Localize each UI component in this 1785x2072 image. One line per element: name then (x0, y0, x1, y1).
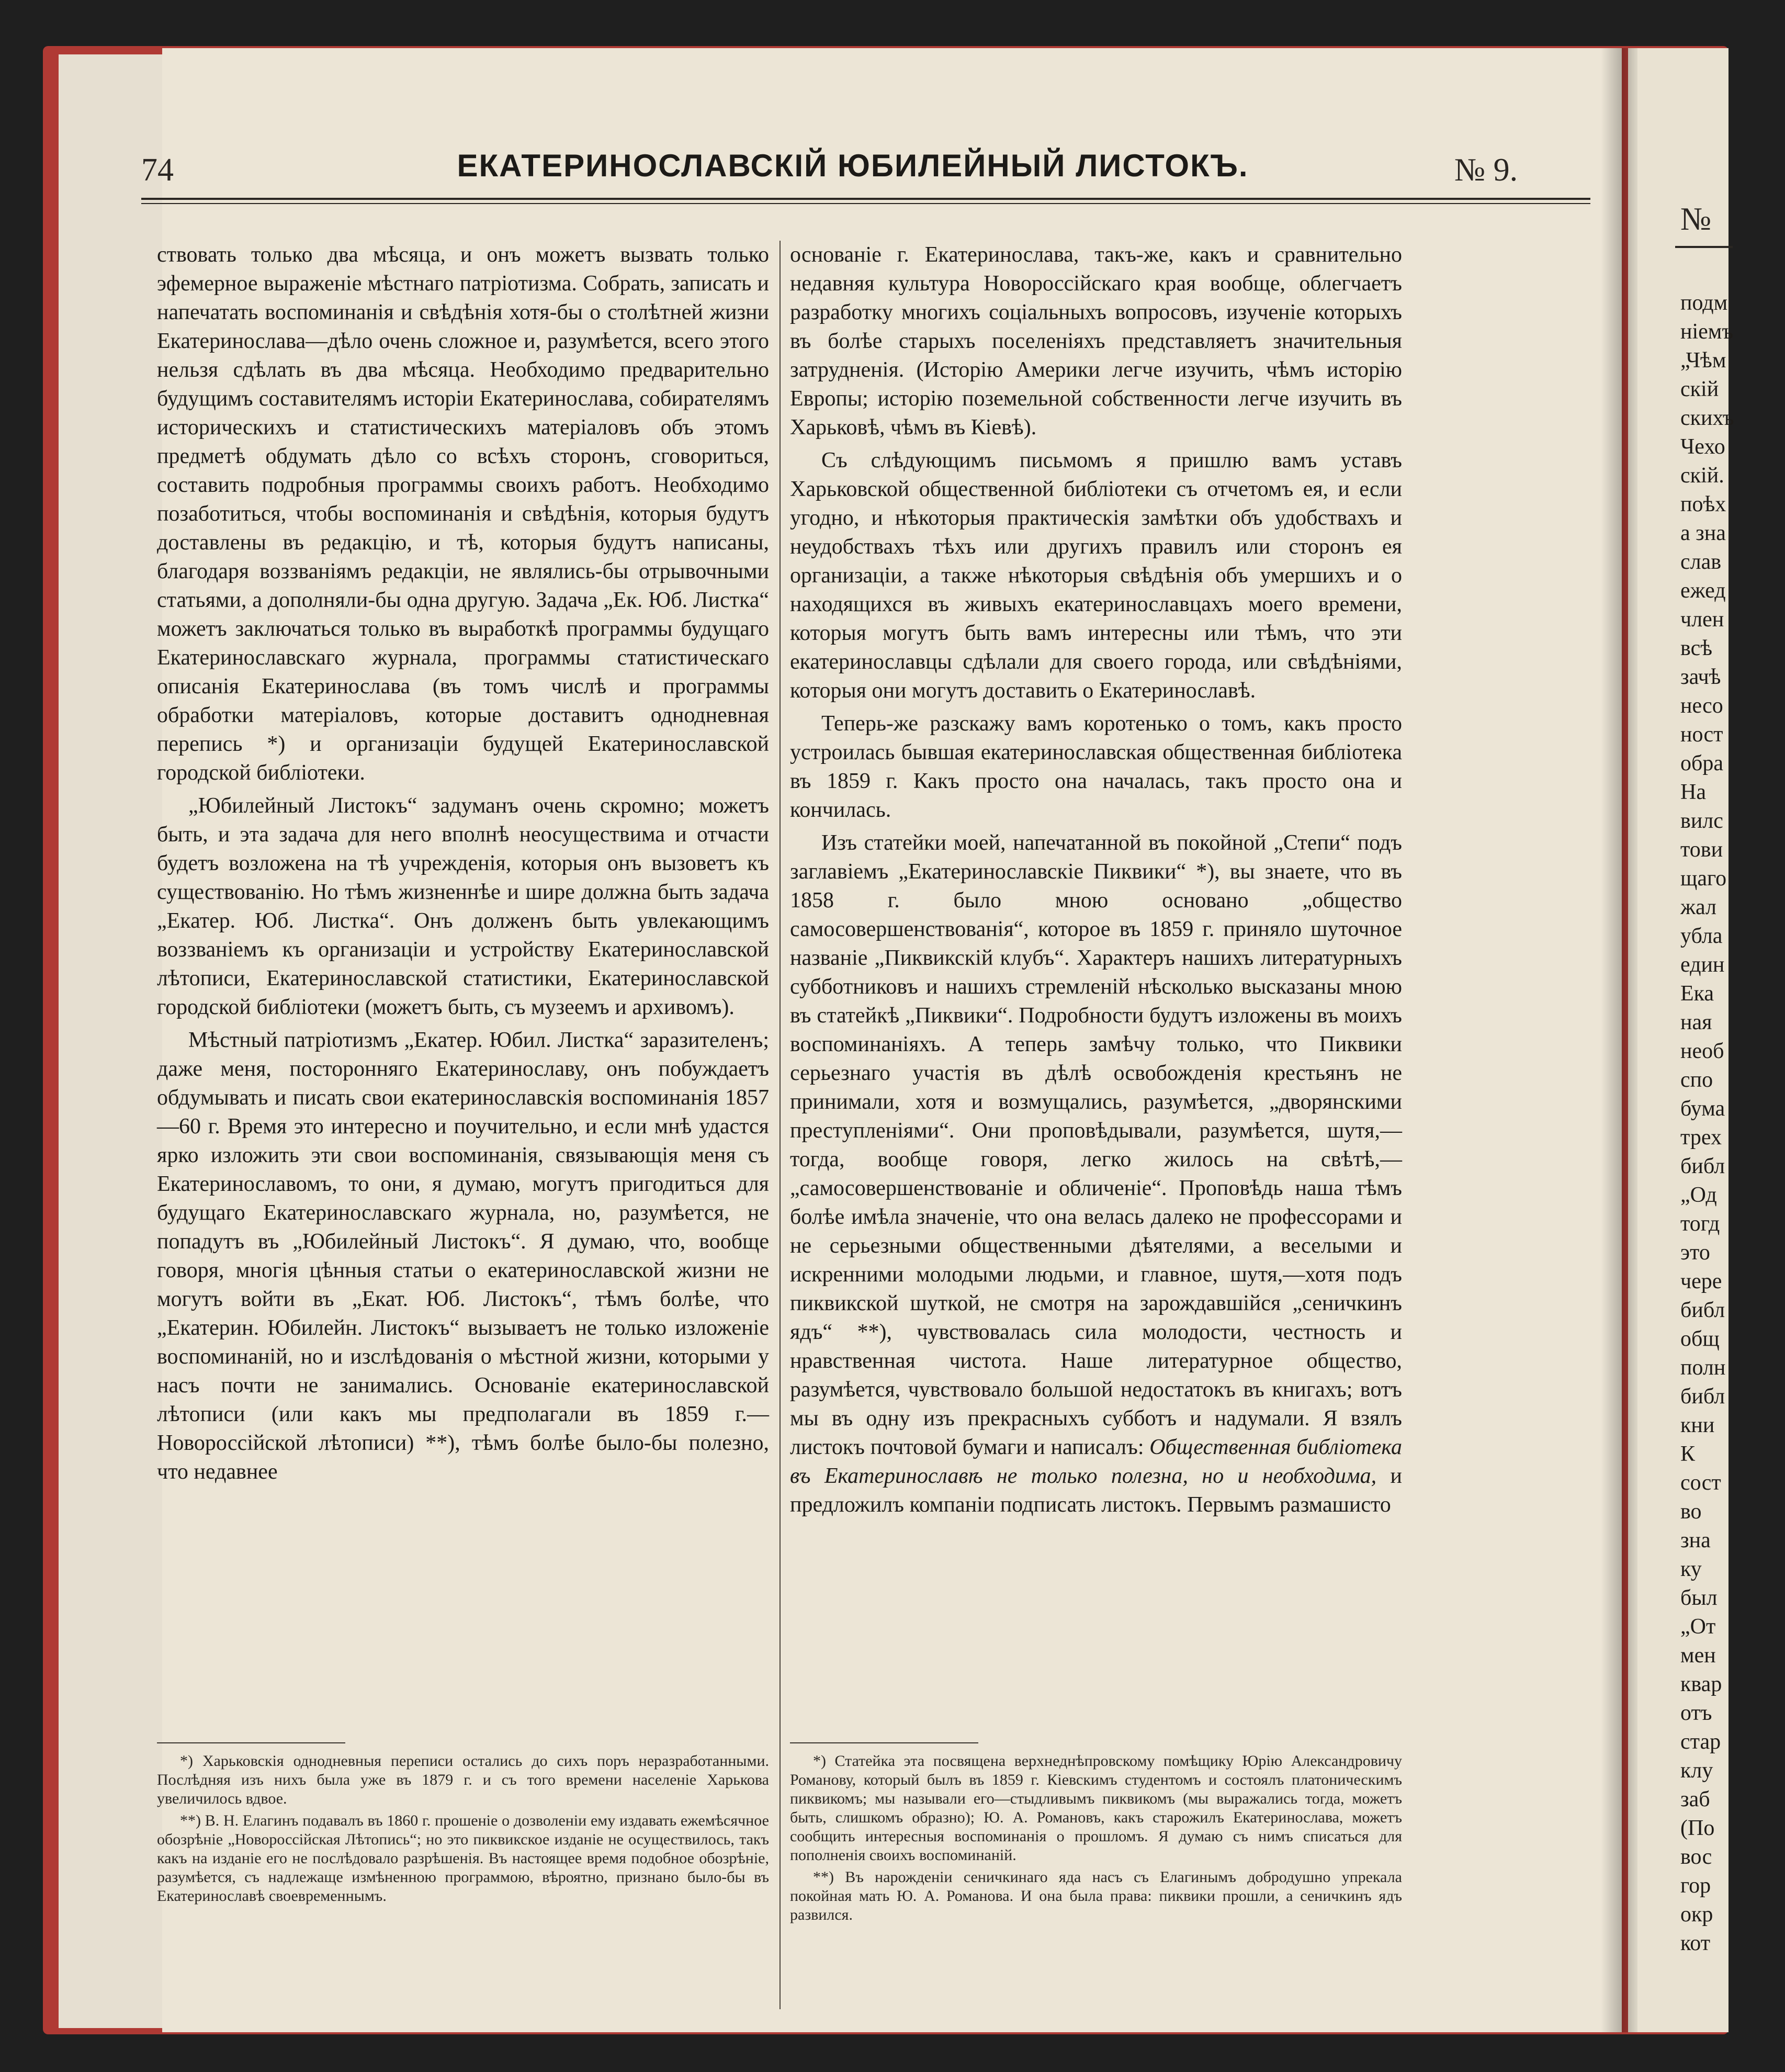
footnotes-left (157, 1752, 769, 1909)
footnote: *) Статейка эта посвящена верхнеднѣпровскому помѣщику Юрію Александровичу Романову, который былъ въ 1859 г. Кіевскимъ студентомъ и состоялъ платоническимъ пиквикомъ; мы называли его—стыдливымъ пиквикомъ (мы выражались тогда, можетъ быть, слишкомъ образно); Ю. А. Романовъ, какъ старожилъ Екатеринослава, можетъ сообщить интересныя воспоминанія о прошломъ. Я думаю съ нимъ списаться для пополненія своихъ воспоминаній. (790, 1752, 1402, 1864)
paragraph: основаніе г. Екатеринослава, такъ-же, какъ и сравнительно недавняя культура Новороссійскаго края вообще, облегчаетъ разработку многихъ соціальныхъ вопросовъ, изученіе которыхъ въ болѣе старыхъ поселеніяхъ представляетъ значительныя затрудненія. (Исторію Америки легче изучить, чѣмъ исторію Европы; исторію поземельной собственности легче изучить въ Харьковѣ, чѣмъ въ Кіевѣ). (790, 243, 1402, 440)
header-rule-thick (141, 198, 1590, 200)
paragraph: „Юбилейный Листокъ“ задуманъ очень скромно; можетъ быть, и эта задача для него вполнѣ неосуществима и отчасти будетъ возложена на тѣ учрежденія, которыя онъ вызоветъ къ существованію. Но тѣмъ жизненнѣе и шире должна быть задача „Екатер. Юб. Листка“. Онъ долженъ быть увлекающимъ воззваніемъ къ организаціи и устройству Екатеринославской лѣтописи, Екатеринославской статистики, Екатеринославской городской библіотеки (можетъ быть, съ музеемъ и архивомъ). (157, 794, 769, 1019)
footnote: **) В. Н. Елагинъ подавалъ въ 1860 г. прошеніе о дозволеніи ему издавать ежемѣсячное обозрѣніе „Новороссійская Лѣтопись“; но это пиквикское изданіе не осуществилось, такъ какъ на изданіе его не послѣдовало разрѣшенія. Въ настоящее время подобное обозрѣніе, разумѣется, съ надлежаще измѣненною программою, вѣроятно, признано было-бы въ Екатеринославѣ своевременнымъ. (157, 1812, 769, 1905)
issue-number: № 9. (1454, 152, 1518, 188)
left-column (157, 241, 769, 1491)
page-header (141, 121, 1590, 216)
paragraph: Мѣстный патріотизмъ „Екатер. Юбил. Листка“ заразителенъ; даже меня, посторонняго Екатеринославу, онъ побуждаетъ обдумывать и писать свои екатеринославскія воспоминанія 1857—60 г. Время это интересно и поучительно, и если мнѣ удастся ярко изложить эти свои воспоминанія, связывающія меня съ Екатеринославомъ, то они, я думаю, могутъ пригодиться для будущаго Екатеринославскаго журнала, но, разумѣется, не попадутъ въ „Юбилейный Листокъ“. Я думаю, что, вообще говоря, многія цѣнныя статьи о екатеринославской жизни не могутъ войти въ „Екат. Юб. Листокъ“, тѣмъ болѣе, что „Екатерин. Юбилейн. Листокъ“ вызываетъ не только изложеніе воспоминаній, но и изслѣдованія о мѣстной жизни, которыми у насъ почти не занимались. Основаніе екатеринославской лѣтописи (или какъ мы предполагали въ 1859 г.—Новороссійской лѣтописи) **), тѣмъ болѣе было-бы полезно, что недавнее (157, 1028, 769, 1484)
paragraph-text: и предложилъ компаніи подписать листокъ. Первымъ размашисто (790, 1464, 1402, 1517)
paragraph-text: Изъ статейки моей, напечатанной въ покойной „Степи“ подъ заглавіемъ „Екатеринославскіе Пиквики“ *), вы знаете, что въ 1858 г. было мною основано „общество самосовершенствованія“, которое въ 1859 г. приняло шуточное названіе „Пиквикскій клубъ“. Характеръ нашихъ литературныхъ субботниковъ и нашихъ стремленій нѣсколько высказаны мною въ статейкѣ „Пиквики“. Подробности будутъ изложены въ моихъ воспоминаніяхъ. А теперь замѣчу только, что Пиквики серьезнаго участія въ дѣлѣ освобожденія крестьянъ не принимали, хотя и возмущались, разумѣется, „дворянскими преступленіями“. Они проповѣдывали, разумѣется, шутя,—тогда, вообще говоря, легко жилось на свѣтѣ,—„самосовершенствованіе и обличеніе“. Проповѣдь наша тѣмъ болѣе имѣла значеніе, что она велась далеко не профессорами и не серьезными общественными дѣятелями, а веселыми и искренними молодыми людьми, и главное, шутя,—хотя подъ пиквикской шуткой, не смотря на зарождавшійся „сеничкинъ ядъ“ **), чувствовалась сила молодости, честность и нравственная чистота. Наше литературное общество, разумѣется, чувствовало большой недостатокъ въ книгахъ; вотъ мы въ одну изъ прекрасныхъ субботъ и надумали. Я взялъ листокъ почтовой бумаги и написалъ: (790, 831, 1402, 1459)
paragraph: ствовать только два мѣсяца, и онъ можетъ вызвать только эфемерное выраженіе мѣстнаго патріотизма. Собрать, записать и напечатать воспоминанія и свѣдѣнія хотя-бы о столѣтней жизни Екатеринослава—дѣло очень сложное и, разумѣется, всего этого нельзя сдѣлать въ два мѣсяца. Необходимо предварительно будущимъ составителямъ исторіи Екатеринослава, собирателямъ историческихъ и статистическихъ матеріаловъ объ этомъ предметѣ обдумать дѣло со всѣхъ сторонъ, сговориться, составить подробныя программы своихъ работъ. Необходимо позаботиться, чтобы воспоминанія и свѣдѣнія, которыя будутъ доставлены въ редакцію, и тѣ, которыя будутъ написаны, благодаря воззваніямъ редакціи, не являлись-бы отрывочными статьями, а дополняли-бы одна другую. Задача „Ек. Юб. Листка“ можетъ заключаться только въ выработкѣ программы будущаго Екатеринославскаго журнала, программы статистическаго описанія Екатеринослава (въ томъ числѣ и программы обработки матеріаловъ, которые доставитъ однодневная перепись *) и организаціи будущей Екатеринославской городской библіотеки. (157, 243, 769, 785)
right-column (790, 241, 1402, 1524)
footnote-rule-right (790, 1742, 978, 1743)
next-page-text-fragment: подм ніемъ „Чѣм скій скихъ Чехо скій. поѣх а зна слав ежед член всѣ зачѣ несо ност обра На вилс тови щаго жал убла един Ека ная необ спо бума трех библ „Од тогд это чере библ общ полн библ кни К сост во зна ку был „От мен квар отъ стар клу заб (По вос гор окр кот (1680, 291, 1734, 1955)
paragraph: Съ слѣдующимъ письмомъ я пришлю вамъ уставъ Харьковской общественной библіотеки съ отчетомъ ея, и если угодно, и нѣкоторыя практическія замѣтки объ удобствахъ и неудобствахъ тѣхъ или другихъ правилъ или сторонъ ея организаціи, а также нѣкоторыя свѣдѣнія объ умершихъ и о находящихся въ живыхъ екатеринославцахъ моего времени, которыя могутъ быть вамъ интересны или тѣмъ, что эти екатеринославцы сдѣлали для своего города, или свѣдѣніями, которыя они могутъ доставить о Екатеринославѣ. (790, 448, 1402, 703)
header-rule-thin (141, 203, 1590, 204)
paragraph (790, 829, 1402, 1519)
column-divider (779, 241, 781, 2009)
paragraph: Теперь-же разскажу вамъ коротенько о томъ, какъ просто устроилась бывшая екатеринославская общественная библіотека въ 1859 г. Какъ просто она началась, такъ просто она и кончилась. (790, 712, 1402, 822)
next-page-issue-number: № (1680, 201, 1712, 237)
italic-quote: Общественная библіотека въ Екатеринославѣ не только полезна, но и необходима, (790, 1435, 1402, 1488)
right-page-edge (1628, 48, 1734, 2032)
page-title: ЕКАТЕРИНОСЛАВСКІЙ ЮБИЛЕЙНЫЙ ЛИСТОКЪ. (457, 148, 1249, 183)
book-gutter-shadow (1601, 48, 1637, 2032)
page-number: 74 (141, 152, 174, 188)
next-page-header-rule (1675, 246, 1733, 248)
footnote: *) Харьковскія однодневныя переписи остались до сихъ поръ неразработанными. Послѣдняя изъ нихъ была уже въ 1879 г. и съ того времени населеніе Харькова увеличилось вдвое. (157, 1752, 769, 1807)
footnote: **) Въ нарожденіи сеничкинаго яда насъ съ Елагинымъ добродушно упрекала покойная мать Ю. А. Романова. И она была права: пиквики прошли, а сеничкинъ ядъ развился. (790, 1868, 1402, 1923)
footnote-rule-left (157, 1742, 345, 1743)
footnotes-right (790, 1752, 1402, 1928)
